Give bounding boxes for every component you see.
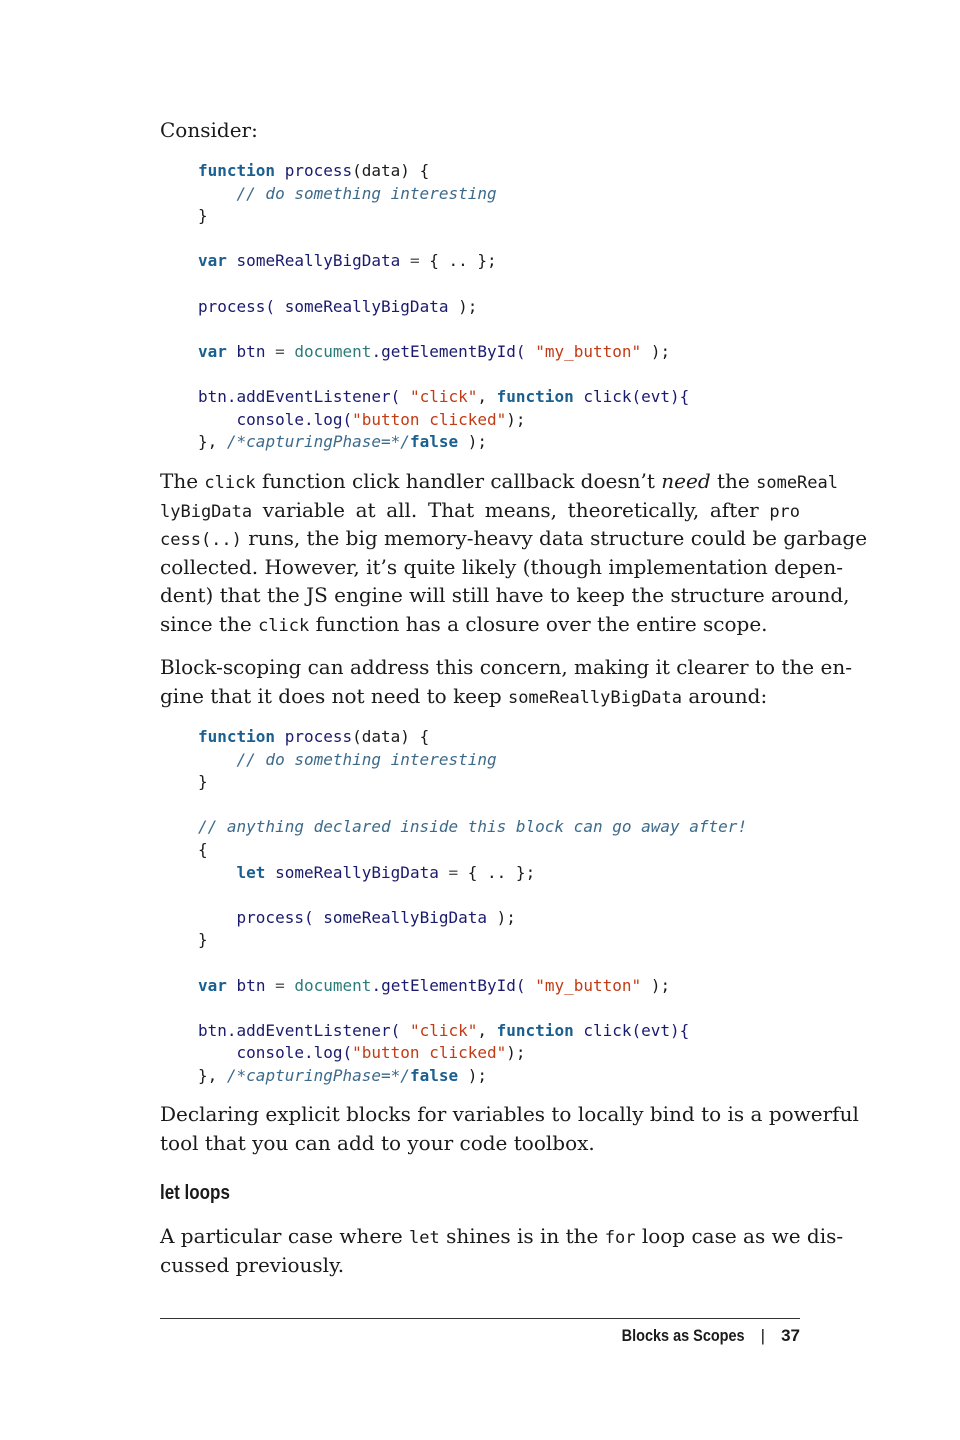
footer-separator: | xyxy=(760,1326,766,1345)
code-block-block-scope: function process(data) { // do something interesting } // anything declared inside this block can go away after! { let someReallyBigData = { .. }; process( someReallyBigData ); } var btn = document.getElementById( "my_button" ); btn.addEventListener( "click", function click(evt){ console.log("button clicked"); }, /*capturingPhase=*/false ); xyxy=(198,727,748,1085)
footer-section-title: Blocks as Scopes xyxy=(621,1326,745,1345)
code-block-closure: function process(data) { // do something interesting } var someReallyBigData = { .. }; process( someReallyBigData ); var btn = document.getElementById( "my_button" ); btn.addEventListener( "click", function click(evt){ console.log("button clicked"); }, /*capturingPhase=*/false ); xyxy=(198,161,690,452)
page-number: 37 xyxy=(781,1326,800,1345)
page-footer xyxy=(600,1326,800,1346)
paragraph-let-loops: A particular case where let shines is in the for loop case as we dis- cussed previously. xyxy=(160,1224,844,1277)
paragraph-explicit-blocks: Declaring explicit blocks for variables to locally bind to is a powerful tool that you can add to your code toolbox. xyxy=(160,1102,859,1155)
paragraph-closure-explanation: The click function click handler callback doesn’t need the someReal lyBigData variable at all. That means, theoretically, after pro cess(..) runs, the big memory-heavy data structure could be garbage collected. However, it’s quite likely (though implementation depen- dent) that the JS engine will still have to keep the structure around, since the click function has a closure over the entire scope. xyxy=(160,469,868,636)
section-heading-let-loops: let loops xyxy=(160,1182,230,1204)
intro-text: Consider: xyxy=(160,118,258,142)
footer-divider xyxy=(160,1318,800,1319)
paragraph-block-scoping: Block-scoping can address this concern, making it clearer to the en- gine that it does not need to keep someReallyBigData around: xyxy=(160,655,852,708)
